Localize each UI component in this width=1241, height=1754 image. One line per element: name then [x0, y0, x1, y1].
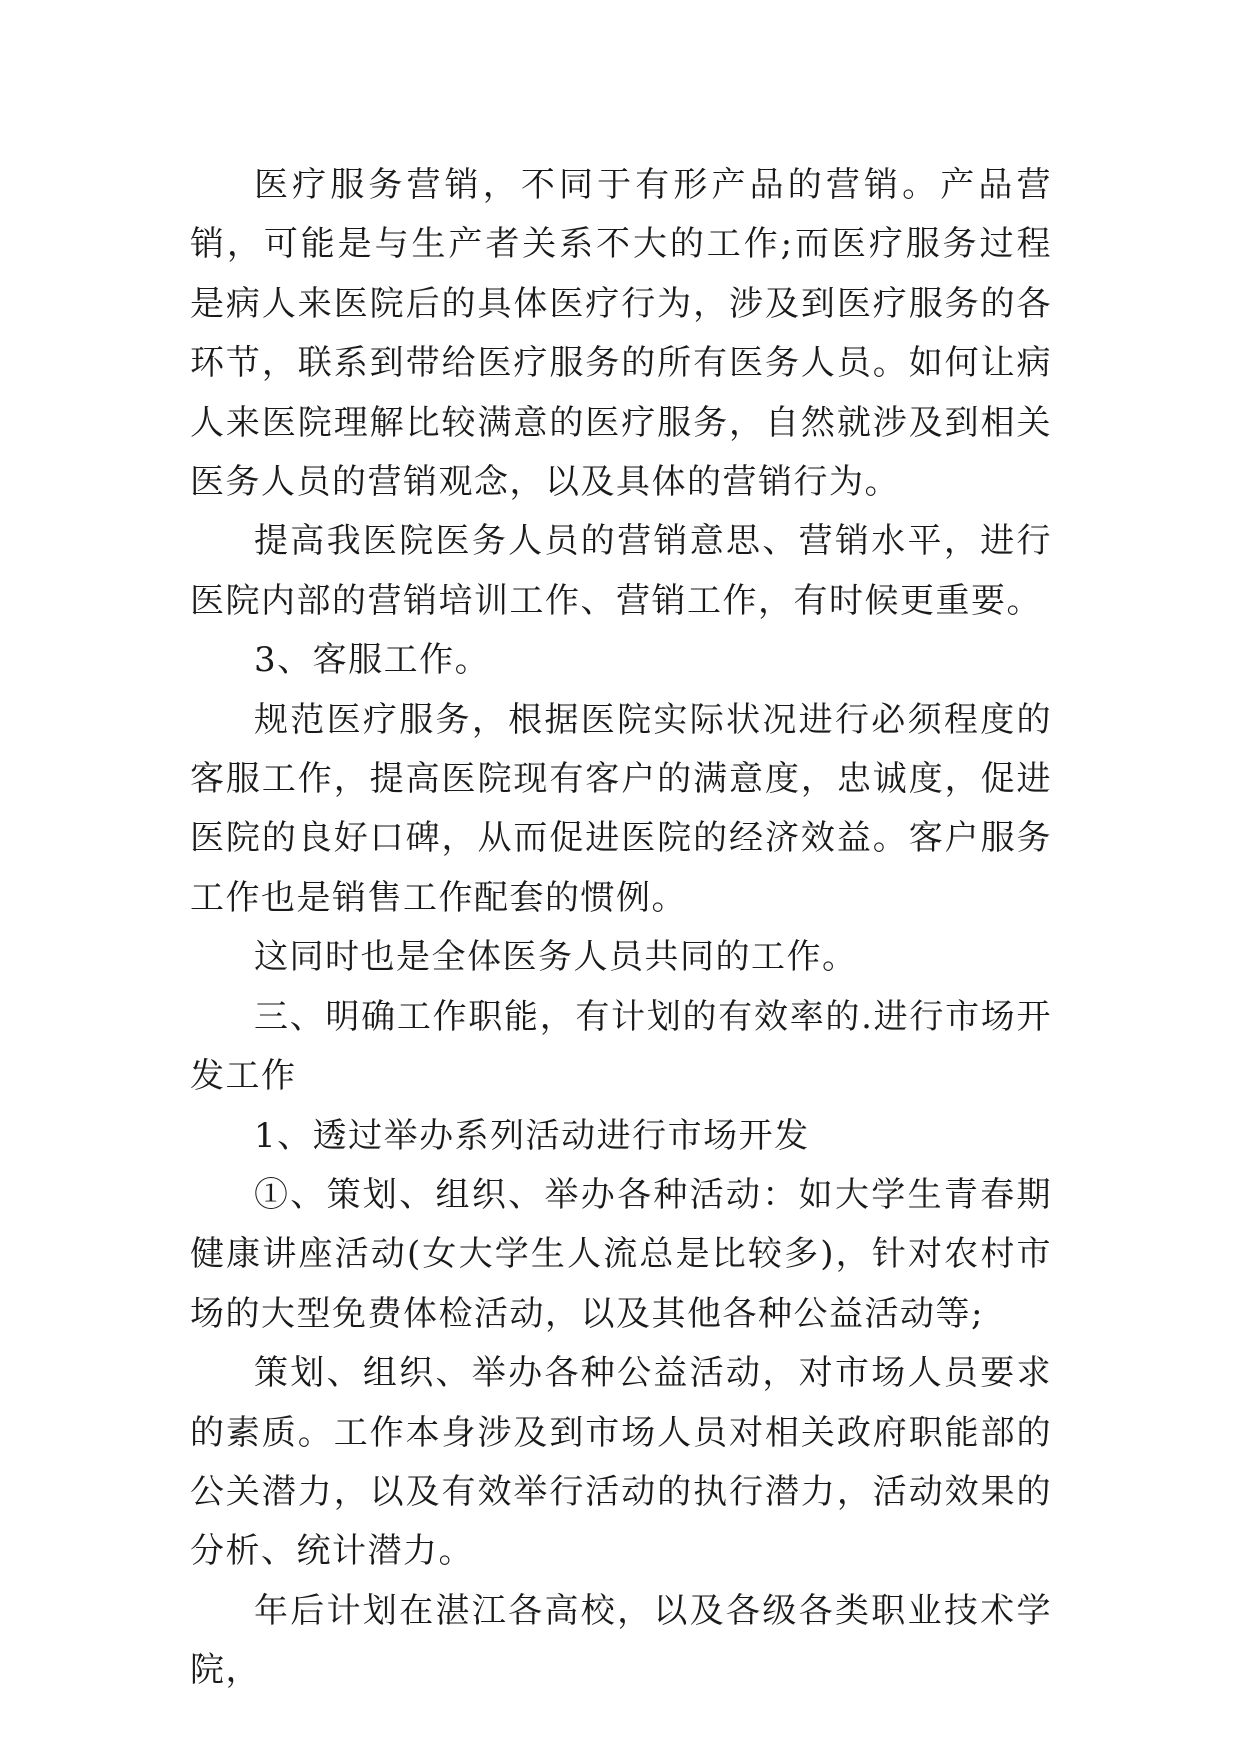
paragraph: 年后计划在湛江各高校，以及各级各类职业技术学院，	[190, 1590, 1052, 1691]
paragraph: 提高我医院医务人员的营销意思、营销水平，进行医院内部的营销培训工作、营销工作，有时候更重要。	[190, 521, 1052, 621]
subsection-heading: 1、透过举办系列活动进行市场开发	[254, 1115, 810, 1156]
section-heading: 三、明确工作职能，有计划的有效率的.进行市场开发工作	[190, 996, 1052, 1097]
paragraph: 医疗服务营销，不同于有形产品的营销。产品营销，可能是与生产者关系不大的工作;而医疗服务过程是病人来医院后的具体医疗行为，涉及到医疗服务的各环节，联系到带给医疗服务的所有医务人员。如何让病人来医院理解比较满意的医疗服务，自然就涉及到相关医务人员的营销观念，以及具体的营销行为。	[190, 165, 1052, 503]
paragraph: 规范医疗服务，根据医院实际状况进行必须程度的客服工作，提高医院现有客户的满意度，忠诚度，促进医院的良好口碑，从而促进医院的经济效益。客户服务工作也是销售工作配套的惯例。	[190, 699, 1052, 918]
paragraph: 这同时也是全体医务人员共同的工作。	[254, 937, 858, 978]
paragraph: 3、客服工作。	[254, 640, 491, 681]
paragraph: 策划、组织、举办各种公益活动，对市场人员要求的素质。工作本身涉及到市场人员对相关政府职能部的公关潜力，以及有效举行活动的执行潜力，活动效果的分析、统计潜力。	[190, 1353, 1052, 1572]
body-text	[190, 156, 1052, 1701]
paragraph: ①、策划、组织、举办各种活动：如大学生青春期健康讲座活动(女大学生人流总是比较多)，针对农村市场的大型免费体检活动，以及其他各种公益活动等;	[190, 1174, 1052, 1334]
